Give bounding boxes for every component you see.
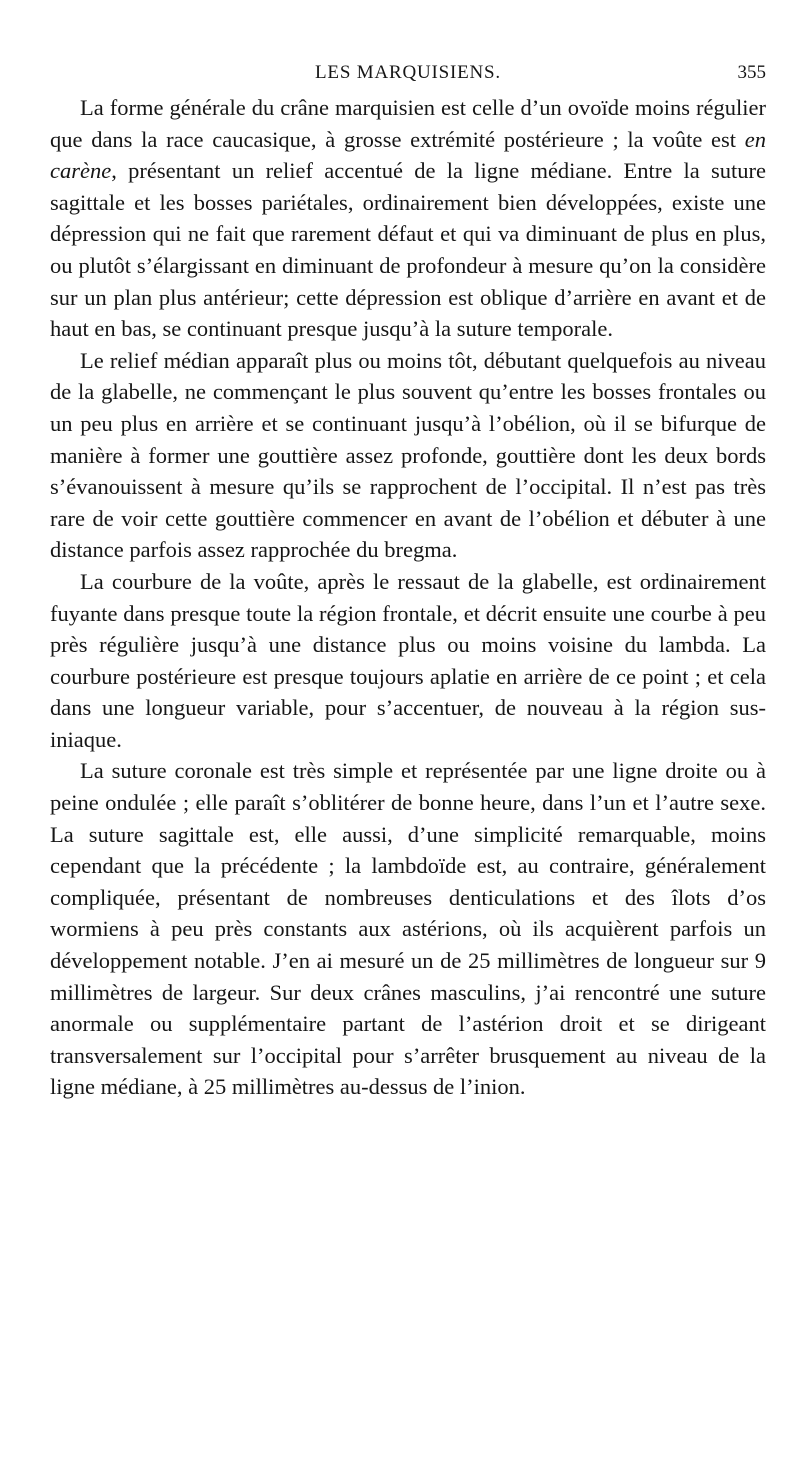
page-number: 355 — [737, 62, 766, 83]
paragraph-1-text-after: , présentant un relief accentué de la ligne médiane. Entre la suture sagittale et les bosses pariétales, ordinairement bien développées, existe une dépression qui ne fait que rarement défaut et qui va diminuant de plus en plus, ou plutôt s’élargissant en diminuant de profondeur à mesure qu’on la considère sur un plan plus antérieur; cette dépression est oblique d’arrière en avant et de haut en bas, se continuant presque jusqu’à la suture temporale. — [50, 158, 766, 342]
paragraph-4: La suture coronale est très simple et représentée par une ligne droite ou à peine ondulée ; elle paraît s’oblitérer de bonne heure, dans l’un et l’autre sexe. La suture sagittale est, elle aussi, d’une simplicité remarquable, moins cependant que la précédente ; la lambdoïde est, au contraire, généralement compliquée, présentant de nombreuses denticulations et des îlots d’os wormiens à peu près constants aux astérions, où ils acquièrent parfois un développement notable. J’en ai mesuré un de 25 millimètres de longueur sur 9 millimètres de largeur. Sur deux crânes masculins, j’ai rencontré une suture anormale ou supplémentaire partant de l’astérion droit et se dirigeant transversalement sur l’occipital pour s’arrêter brusquement au niveau de la ligne médiane, à 25 millimètres au-dessus de l’inion. — [50, 758, 766, 1100]
paragraph-1 — [50, 92, 766, 345]
paragraph-1-text-before: La forme générale du crâne marquisien est celle d’un ovoïde moins régulier que dans la race caucasique, à grosse extrémité postérieure ; la voûte est — [50, 95, 766, 152]
paragraph-1-emphasis: en carène — [50, 126, 766, 184]
running-title: LES MARQUISIENS. — [315, 62, 501, 83]
paragraph-2: Le relief médian apparaît plus ou moins tôt, débutant quelquefois au niveau de la glabelle, ne commençant le plus souvent qu’entre les bosses frontales ou un peu plus en arrière et se continuant jusqu’à l’obélion, où il se bifurque de manière à former une gouttière assez profonde, gouttière dont les deux bords s’évanouissent à mesure qu’ils se rapprochent de l’occipital. Il n’est pas très rare de voir cette gouttière commencer en avant de l’obélion et débuter à une distance parfois assez rapprochée du bregma. — [50, 347, 766, 563]
paragraph-3: La courbure de la voûte, après le ressaut de la glabelle, est ordinairement fuyante dans presque toute la région frontale, et décrit ensuite une courbe à peu près régulière jusqu’à une distance plus ou moins voisine du lambda. La courbure postérieure est presque toujours aplatie en arrière de ce point ; et cela dans une longueur variable, pour s’accentuer, de nouveau à la région sus-iniaque. — [50, 568, 766, 752]
book-page — [50, 56, 766, 1103]
running-header — [50, 56, 766, 88]
body-text — [50, 92, 766, 1103]
